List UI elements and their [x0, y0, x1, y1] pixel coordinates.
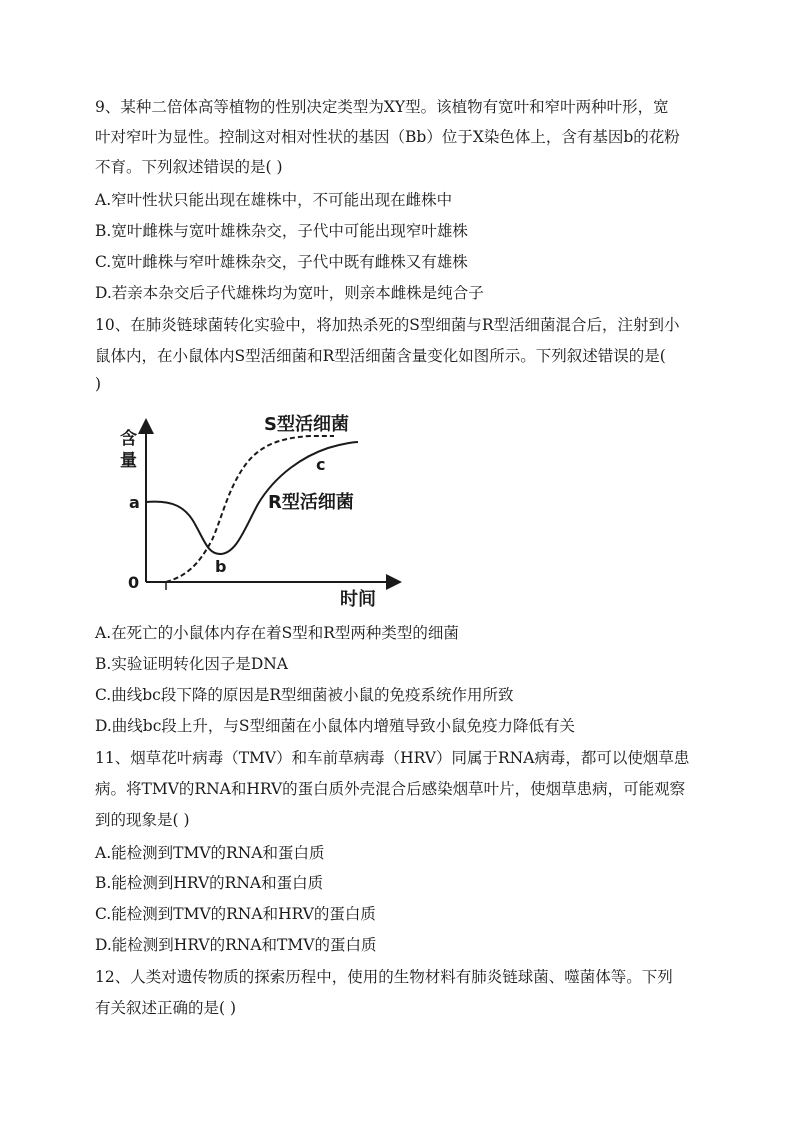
point-c-label: c	[316, 455, 326, 474]
s-strain-label: S型活细菌	[264, 414, 349, 435]
point-a-label: a	[129, 493, 140, 512]
q11-option-b: B.能检测到HRV的RNA和蛋白质	[95, 874, 324, 892]
q10-option-a: A.在死亡的小鼠体内存在着S型和R型两种类型的细菌	[95, 624, 459, 642]
q10-option-c: C.曲线bc段下降的原因是R型细菌被小鼠的免疫系统作用所致	[95, 686, 514, 704]
q11-stem-line-2: 病。将TMV的RNA和HRV的蛋白质外壳混合后感染烟草叶片，使烟草患病，可能观察	[95, 780, 686, 798]
bacteria-content-graph	[100, 408, 420, 613]
r-strain-label: R型活细菌	[268, 492, 354, 513]
q10-option-b: B.实验证明转化因子是DNA	[95, 655, 289, 673]
q11-stem-line-1: 11、烟草花叶病毒（TMV）和车前草病毒（HRV）同属于RNA病毒，都可以使烟草患	[95, 749, 690, 767]
q9-option-b: B.宽叶雌株与宽叶雄株杂交，子代中可能出现窄叶雄株	[95, 222, 468, 240]
q10-stem-line-3: )	[95, 375, 102, 393]
x-axis-label: 时间	[340, 589, 376, 610]
point-b-label: b	[215, 557, 227, 576]
q11-option-d: D.能检测到HRV的RNA和TMV的蛋白质	[95, 936, 377, 954]
q12-stem-line-2: 有关叙述正确的是( )	[95, 999, 237, 1017]
q10-stem-line-1: 10、在肺炎链球菌转化实验中，将加热杀死的S型细菌与R型活细菌混合后，注射到小	[95, 316, 680, 334]
q11-stem-line-3: 到的现象是( )	[95, 811, 190, 829]
q9-option-d: D.若亲本杂交后子代雄株均为宽叶，则亲本雌株是纯合子	[95, 284, 484, 302]
y-axis-label-bottom: 量	[120, 451, 137, 471]
q9-stem-line-1: 9、某种二倍体高等植物的性别决定类型为XY型。该植物有宽叶和窄叶两种叶形，宽	[95, 98, 669, 116]
y-axis-label-top: 含	[120, 429, 137, 449]
origin-label: 0	[128, 573, 140, 592]
q9-option-c: C.宽叶雌株与窄叶雄株杂交，子代中既有雌株又有雄株	[95, 253, 468, 271]
q10-stem-line-2: 鼠体内，在小鼠体内S型活细菌和R型活细菌含量变化如图所示。下列叙述错误的是(	[95, 347, 666, 365]
q11-option-a: A.能检测到TMV的RNA和蛋白质	[95, 844, 325, 862]
bacteria-content-figure	[100, 408, 420, 613]
q9-stem-line-3: 不育。下列叙述错误的是( )	[95, 158, 283, 176]
q11-option-c: C.能检测到TMV的RNA和HRV的蛋白质	[95, 905, 376, 923]
q12-stem-line-1: 12、人类对遗传物质的探索历程中，使用的生物材料有肺炎链球菌、噬菌体等。下列	[95, 968, 673, 986]
q10-option-d: D.曲线bc段上升，与S型细菌在小鼠体内增殖导致小鼠免疫力降低有关	[95, 717, 576, 735]
q9-option-a: A.窄叶性状只能出现在雄株中，不可能出现在雌株中	[95, 191, 453, 209]
q9-stem-line-2: 叶对窄叶为显性。控制这对相对性状的基因（Bb）位于X染色体上，含有基因b的花粉	[95, 128, 680, 146]
